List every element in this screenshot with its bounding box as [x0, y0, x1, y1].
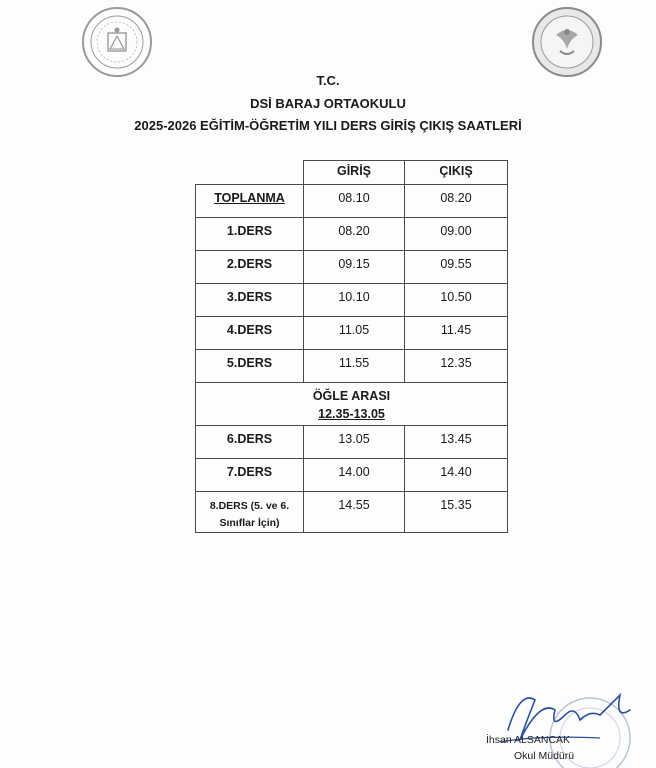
table-row: [196, 185, 508, 218]
lunch-time: 12.35-13.05: [318, 407, 385, 421]
table-header-row: [196, 161, 508, 185]
table-row: [196, 459, 508, 492]
row-giris: 11.05: [304, 317, 405, 350]
ministry-logo-icon: [80, 5, 154, 79]
row-cikis: 15.35: [405, 492, 508, 533]
row-label-line2: Sınıflar İçin): [219, 517, 280, 529]
row-giris: 11.55: [304, 350, 405, 383]
lunch-row: [196, 383, 508, 426]
row-label: 6.DERS: [196, 426, 304, 459]
row-label: 7.DERS: [196, 459, 304, 492]
row-cikis: 09.55: [405, 251, 508, 284]
table-row: [196, 426, 508, 459]
header-tc: T.C.: [316, 73, 340, 88]
row-giris: 14.00: [304, 459, 405, 492]
table-row: [196, 284, 508, 317]
row-label: 1.DERS: [196, 218, 304, 251]
schedule-table: [195, 160, 508, 533]
row-label: TOPLANMA: [214, 191, 285, 205]
table-row: [196, 492, 508, 533]
row-giris: 08.20: [304, 218, 405, 251]
principal-title: Okul Müdürü: [514, 750, 575, 762]
header-cikis: ÇIKIŞ: [405, 161, 508, 185]
row-giris: 13.05: [304, 426, 405, 459]
row-label: [196, 492, 304, 533]
table-row: [196, 350, 508, 383]
school-name: DSİ BARAJ ORTAOKULU: [250, 96, 406, 111]
row-cikis: 13.45: [405, 426, 508, 459]
row-cikis: 10.50: [405, 284, 508, 317]
row-label: 2.DERS: [196, 251, 304, 284]
row-label: 4.DERS: [196, 317, 304, 350]
table-row: [196, 251, 508, 284]
row-cikis: 12.35: [405, 350, 508, 383]
header-empty-cell: [196, 161, 304, 185]
row-giris: 14.55: [304, 492, 405, 533]
document-title: 2025-2026 EĞİTİM-ÖĞRETİM YILI DERS GİRİŞ ÇIKIŞ SAATLERİ: [134, 118, 522, 133]
lunch-title: ÖĞLE ARASI: [312, 389, 391, 403]
row-cikis: 08.20: [405, 185, 508, 218]
row-giris: 09.15: [304, 251, 405, 284]
row-cikis: 11.45: [405, 317, 508, 350]
row-label: 5.DERS: [196, 350, 304, 383]
row-cikis: 09.00: [405, 218, 508, 251]
header-giris: GİRİŞ: [304, 161, 405, 185]
table-row: [196, 317, 508, 350]
row-label-line1: 8.DERS (5. ve 6.: [209, 500, 290, 512]
row-label: 3.DERS: [196, 284, 304, 317]
row-cikis: 14.40: [405, 459, 508, 492]
row-giris: 08.10: [304, 185, 405, 218]
principal-name: İhsan ALSANCAK: [486, 734, 571, 746]
lunch-cell: [196, 383, 508, 426]
row-giris: 10.10: [304, 284, 405, 317]
school-logo-icon: [530, 5, 604, 79]
table-row: [196, 218, 508, 251]
